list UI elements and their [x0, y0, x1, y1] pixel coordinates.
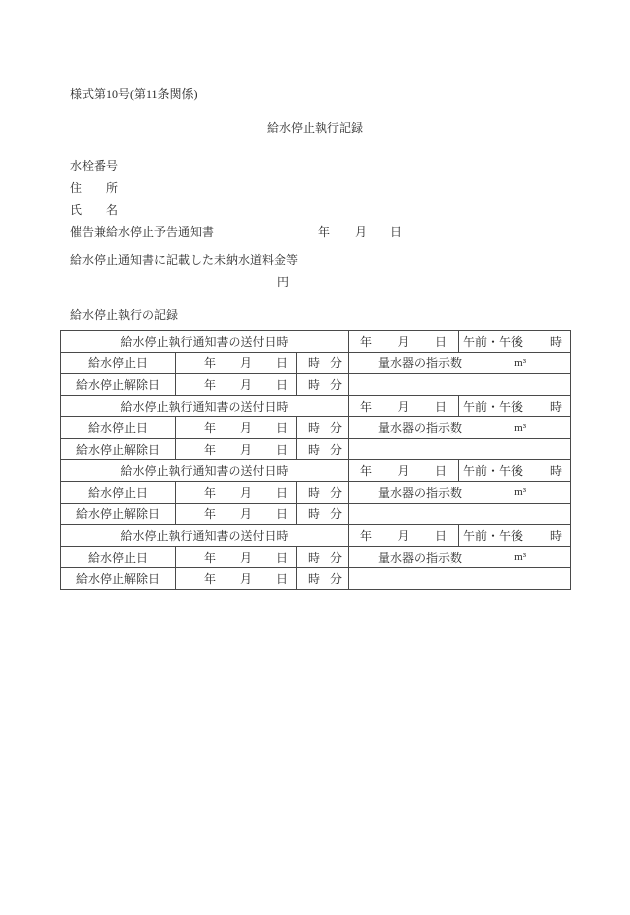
address-label: 住 所 [70, 181, 119, 195]
day-label: 日 [435, 399, 448, 414]
year-label: 年 [203, 442, 216, 457]
day-label: 日 [275, 550, 288, 565]
hour-label: 時 [308, 550, 321, 565]
delivery-time-cell [459, 395, 571, 417]
year-label: 年 [203, 572, 216, 587]
hour-label: 時 [550, 464, 563, 479]
hour-label: 時 [308, 377, 321, 392]
ampm-label: 午前・午後 [463, 334, 524, 349]
hour-label: 時 [308, 572, 321, 587]
day-label: 日 [435, 528, 448, 543]
year-label: 年 [360, 528, 373, 543]
minute-label: 分 [330, 507, 343, 522]
empty-cell [349, 438, 571, 460]
day-label: 日 [275, 377, 288, 392]
unpaid-amount-label: 給水停止通知書に記載した未納水道料金等 [70, 253, 299, 267]
year-label: 年 [203, 421, 216, 436]
stop-date-label-cell: 給水停止日 [61, 546, 176, 568]
minute-label: 分 [330, 550, 343, 565]
name-label: 氏 名 [70, 203, 119, 217]
hour-label: 時 [550, 334, 563, 349]
delivery-date-cell [349, 395, 459, 417]
release-date-label-cell: 給水停止解除日 [61, 568, 176, 590]
year-label: 年 [203, 377, 216, 392]
delivery-header-cell: 給水停止執行通知書の送付日時 [61, 395, 349, 417]
execution-record-table [60, 330, 571, 590]
month-label: 月 [239, 550, 252, 565]
empty-cell [349, 374, 571, 396]
notice-month-label: 月 [355, 225, 368, 239]
form-number: 様式第10号(第11条関係) [70, 87, 198, 101]
delivery-header-row [61, 395, 571, 417]
delivery-time-cell [459, 525, 571, 547]
notice-label: 催告兼給水停止予告通知書 [70, 225, 215, 239]
delivery-header-cell: 給水停止執行通知書の送付日時 [61, 460, 349, 482]
release-date-cell [176, 438, 297, 460]
release-date-label-cell: 給水停止解除日 [61, 374, 176, 396]
month-label: 月 [239, 377, 252, 392]
month-label: 月 [239, 572, 252, 587]
month-label: 月 [239, 421, 252, 436]
month-label: 月 [397, 528, 410, 543]
hour-label: 時 [308, 421, 321, 436]
release-date-row [61, 438, 571, 460]
meter-unit-label: m³ [514, 356, 527, 369]
stop-date-row [61, 546, 571, 568]
release-date-cell [176, 568, 297, 590]
minute-label: 分 [330, 485, 343, 500]
meter-reading-cell [349, 417, 571, 439]
tap-number-label: 水栓番号 [70, 159, 119, 173]
year-label: 年 [203, 485, 216, 500]
hour-label: 時 [550, 528, 563, 543]
delivery-header-cell: 給水停止執行通知書の送付日時 [61, 331, 349, 353]
month-label: 月 [397, 399, 410, 414]
day-label: 日 [275, 421, 288, 436]
year-label: 年 [360, 399, 373, 414]
minute-label: 分 [330, 377, 343, 392]
year-label: 年 [360, 464, 373, 479]
stop-date-cell [176, 417, 297, 439]
empty-cell [349, 503, 571, 525]
release-date-cell [176, 503, 297, 525]
meter-label: 量水器の指示数 [378, 485, 463, 500]
delivery-date-cell [349, 525, 459, 547]
release-date-row [61, 503, 571, 525]
day-label: 日 [275, 485, 288, 500]
meter-unit-label: m³ [514, 551, 527, 564]
day-label: 日 [435, 334, 448, 349]
delivery-header-row [61, 331, 571, 353]
year-label: 年 [203, 507, 216, 522]
delivery-time-cell [459, 331, 571, 353]
yen-unit-label: 円 [277, 275, 290, 289]
stop-date-row [61, 352, 571, 374]
month-label: 月 [397, 334, 410, 349]
stop-date-label-cell: 給水停止日 [61, 482, 176, 504]
delivery-date-cell [349, 331, 459, 353]
month-label: 月 [239, 507, 252, 522]
release-time-cell [297, 568, 349, 590]
delivery-header-row [61, 525, 571, 547]
empty-cell [349, 568, 571, 590]
minute-label: 分 [330, 421, 343, 436]
meter-label: 量水器の指示数 [378, 550, 463, 565]
meter-reading-cell [349, 352, 571, 374]
hour-label: 時 [308, 356, 321, 371]
release-date-label-cell: 給水停止解除日 [61, 503, 176, 525]
release-date-row [61, 374, 571, 396]
ampm-label: 午前・午後 [463, 528, 524, 543]
stop-time-cell [297, 417, 349, 439]
year-label: 年 [203, 550, 216, 565]
stop-time-cell [297, 352, 349, 374]
meter-label: 量水器の指示数 [378, 356, 463, 371]
release-date-row [61, 568, 571, 590]
delivery-header-row [61, 460, 571, 482]
stop-date-row [61, 417, 571, 439]
meter-reading-cell [349, 546, 571, 568]
hour-label: 時 [308, 485, 321, 500]
ampm-label: 午前・午後 [463, 464, 524, 479]
release-date-label-cell: 給水停止解除日 [61, 438, 176, 460]
delivery-header-cell: 給水停止執行通知書の送付日時 [61, 525, 349, 547]
page-title: 給水停止執行記録 [266, 121, 363, 135]
record-section-label: 給水停止執行の記録 [70, 308, 179, 322]
stop-date-cell [176, 546, 297, 568]
month-label: 月 [397, 464, 410, 479]
day-label: 日 [435, 464, 448, 479]
day-label: 日 [275, 356, 288, 371]
release-date-cell [176, 374, 297, 396]
day-label: 日 [275, 442, 288, 457]
delivery-date-cell [349, 460, 459, 482]
day-label: 日 [275, 507, 288, 522]
release-time-cell [297, 503, 349, 525]
stop-time-cell [297, 482, 349, 504]
release-time-cell [297, 374, 349, 396]
minute-label: 分 [330, 442, 343, 457]
hour-label: 時 [308, 507, 321, 522]
stop-date-row [61, 482, 571, 504]
day-label: 日 [275, 572, 288, 587]
meter-unit-label: m³ [514, 486, 527, 499]
stop-date-cell [176, 352, 297, 374]
hour-label: 時 [308, 442, 321, 457]
meter-unit-label: m³ [514, 421, 527, 434]
stop-time-cell [297, 546, 349, 568]
month-label: 月 [239, 356, 252, 371]
minute-label: 分 [330, 356, 343, 371]
meter-reading-cell [349, 482, 571, 504]
month-label: 月 [239, 485, 252, 500]
delivery-time-cell [459, 460, 571, 482]
year-label: 年 [203, 356, 216, 371]
stop-date-label-cell: 給水停止日 [61, 417, 176, 439]
stop-date-label-cell: 給水停止日 [61, 352, 176, 374]
release-time-cell [297, 438, 349, 460]
minute-label: 分 [330, 572, 343, 587]
meter-label: 量水器の指示数 [378, 421, 463, 436]
notice-year-label: 年 [318, 225, 331, 239]
year-label: 年 [360, 334, 373, 349]
month-label: 月 [239, 442, 252, 457]
hour-label: 時 [550, 399, 563, 414]
notice-day-label: 日 [390, 225, 403, 239]
ampm-label: 午前・午後 [463, 399, 524, 414]
stop-date-cell [176, 482, 297, 504]
